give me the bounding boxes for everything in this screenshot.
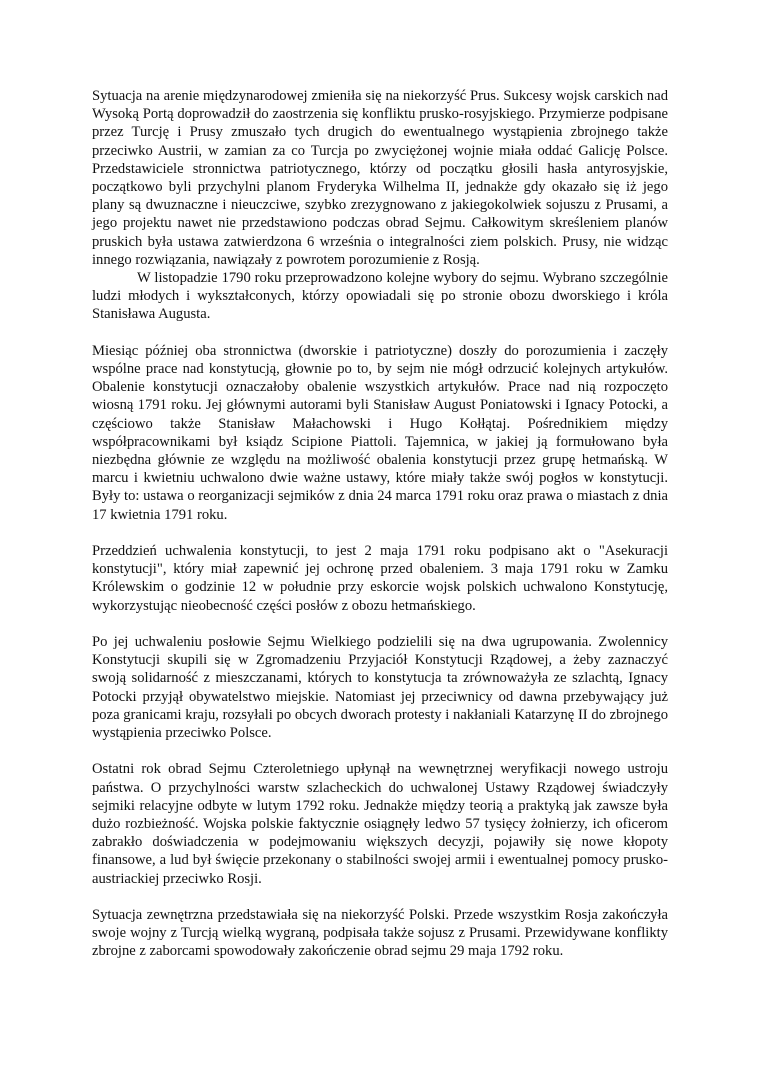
paragraph-6: Ostatni rok obrad Sejmu Czteroletniego upłynął na wewnętrznej weryfikacji nowego ustroju państwa. O przychylności warstw szlacheckich do uchwalonej Ustawy Rządowej świadczyły sejmiki relacyjne odbyte w lutym 1792 roku. Jednakże między teorią a praktyką jak zawsze była dużo rozbieżność. Wojska polskie faktycznie osiągnęły ledwo 57 tysięcy żołnierzy, ich oficerom zabrakło doświadczenia w podejmowaniu większych decyzji, pojawiły się nowe kłopoty finansowe, a lud był święcie przekonany o stabilności swojej armii i ewentualnej pomocy prusko-austriackiej przeciwko Rosji. — [92, 761, 668, 887]
paragraph-1: Sytuacja na arenie międzynarodowej zmieniła się na niekorzyść Prus. Sukcesy wojsk carskich nad Wysoką Portą doprowadził do zaostrzenia się konfliktu prusko-rosyjskiego. Przymierze podpisane przez Turcję i Prusy zmuszało tych drugich do ewentualnego wystąpienia zbrojnego także przeciwko Austrii, w zamian za co Turcja po zwyciężonej wojnie miała oddać Galicję Polsce. Przedstawiciele stronnictwa patriotycznego, którzy od początku głosili hasła antyrosyjskie, początkowo byli przychylni planom Fryderyka Wilhelma II, jednakże gdy okazało się iż jego plany są dwuznaczne i nieuczciwe, szybko zrezygnowano z jakiegokolwiek sojuszu z Prusami, a jego projektu nawet nie przedstawiono podczas obrad Sejmu. Całkowitym skreśleniem planów pruskich była ustawa zatwierdzona 6 września o integralności ziem polskich. Prusy, nie widząc innego rozwiązania, nawiązały z powrotem porozumienie z Rosją. — [92, 88, 668, 268]
paragraph-3: Miesiąc później oba stronnictwa (dworskie i patriotyczne) doszły do porozumienia i zaczęły wspólne prace nad konstytucją, głownie po to, by sejm nie mógł odrzucić kolejnych artykułów. Obalenie konstytucji oznaczałoby obalenie wszystkich artykułów. Prace nad nią rozpoczęto wiosną 1791 roku. Jej głównymi autorami byli Stanisław August Poniatowski i Ignacy Potocki, a częściowo także Stanisław Małachowski i Hugo Kołłątaj. Pośrednikiem między współpracownikami był ksiądz Scipione Piattoli. Tajemnica, w jakiej ją formułowano była niezbędna głównie ze względu na możliwość obalenia konstytucji przez grupę hetmańską. W marcu i kwietniu uchwalono dwie ważne ustawy, które miały także swój pogłos w konstytucji. Były to: ustawa o reorganizacji sejmików z dnia 24 marca 1791 roku oraz prawa o miastach z dnia 17 kwietnia 1791 roku. — [92, 342, 668, 523]
paragraph-7: Sytuacja zewnętrzna przedstawiała się na niekorzyść Polski. Przede wszystkim Rosja zakończyła swoje wojny z Turcją wielką wygraną, podpisała także sojusz z Prusami. Przewidywane konflikty zbrojne z zaborcami spowodowały zakończenie obrad sejmu 29 maja 1792 roku. — [92, 907, 668, 960]
paragraph-5: Po jej uchwaleniu posłowie Sejmu Wielkiego podzielili się na dwa ugrupowania. Zwolennicy Konstytucji skupili się w Zgromadzeniu Przyjaciół Konstytucji Rządowej, a żeby zaznaczyć swoją solidarność z mieszczanami, których to konstytucja ta zrównoważyła ze szlachtą, Ignacy Potocki przyjął obywatelstwo miejskie. Natomiast jej przeciwnicy od dawna przebywający już poza granicami kraju, rozsyłali po obcych dworach protesty i nakłaniali Katarzynę II do zbrojnego wystąpienia przeciwko Polsce. — [92, 634, 668, 742]
body-text — [92, 87, 668, 961]
paragraph-4: Przeddzień uchwalenia konstytucji, to jest 2 maja 1791 roku podpisano akt o "Asekuracji konstytucji", który miał zapewnić jej ochronę przed obaleniem. 3 maja 1791 roku w Zamku Królewskim o godzinie 12 w południe przy eskorcie wojsk polskich uchwalono Konstytucję, wykorzystując nieobecność części posłów z obozu hetmańskiego. — [92, 543, 668, 614]
paragraph-2: W listopadzie 1790 roku przeprowadzono kolejne wybory do sejmu. Wybrano szczególnie ludzi młodych i wykształconych, którzy opowiadali się po stronie obozu dworskiego i króla Stanisława Augusta. — [92, 270, 668, 323]
